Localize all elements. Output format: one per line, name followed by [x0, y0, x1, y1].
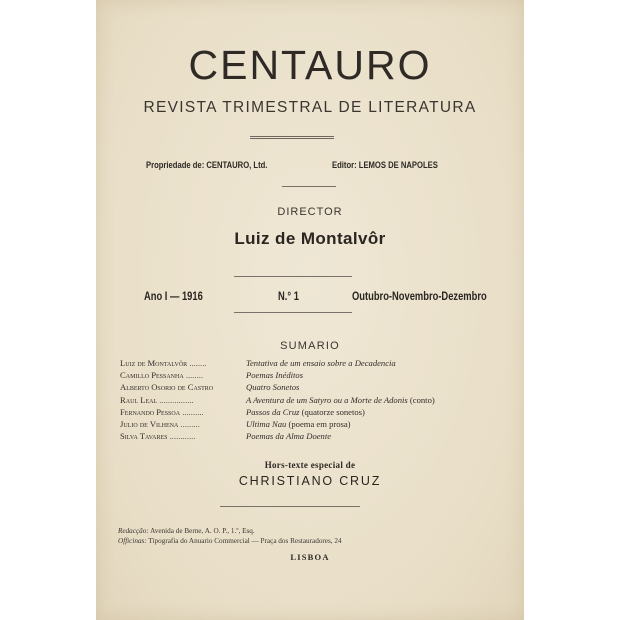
list-item — [120, 395, 520, 407]
issue-year: Ano I — 1916 — [144, 289, 203, 303]
table-of-contents — [120, 358, 520, 443]
divider-short — [282, 186, 336, 187]
toc-author: Alberto Osorio de Castro — [120, 382, 214, 393]
toc-author: Fernando Pessoa .......... — [120, 406, 204, 417]
list-item — [120, 358, 520, 370]
list-item — [120, 407, 520, 419]
list-item — [120, 370, 520, 382]
toc-work: Passos da Cruz (quatorze sonetos) — [246, 406, 365, 417]
divider-issue-bottom — [234, 312, 352, 313]
list-item — [120, 419, 520, 431]
director-name: Luiz de Montalvôr — [234, 229, 386, 248]
hors-texte-label: Hors-texte especial de — [264, 460, 356, 470]
toc-work: A Aventura de um Satyro ou a Morte de Adonis (conto) — [246, 394, 435, 405]
publisher-editor: Editor: LEMOS DE NAPOLES — [332, 160, 438, 170]
director-label: DIRECTOR — [277, 206, 343, 218]
list-item — [120, 382, 520, 394]
sumario-heading: SUMARIO — [280, 340, 340, 352]
footer-officinas — [118, 537, 342, 545]
toc-work: Ultima Nau (poema em prosa) — [246, 418, 351, 429]
list-item — [120, 431, 520, 443]
magazine-cover-page — [96, 0, 524, 620]
toc-author: Julio de Vilhena ......... — [120, 418, 200, 429]
footer-redaccao-value: Avenida de Berne, A. O. P., 1.º, Esq. — [150, 527, 255, 535]
toc-author: Luiz de Montalvôr ........ — [120, 358, 207, 368]
toc-work: Tentativa de um ensaio sobre a Decadencia — [246, 358, 396, 368]
footer-officinas-value: Tipografia do Anuario Commercial — Praça dos Restauradores, 24 — [148, 537, 342, 545]
publisher-property: Propriedade de: CENTAURO, Ltd. — [146, 160, 268, 170]
toc-work: Poemas Inéditos — [246, 370, 304, 381]
footer-redaccao — [118, 527, 255, 535]
toc-author: Silva Tavares ............ — [120, 431, 196, 442]
toc-work: Poemas da Alma Doente — [246, 431, 332, 442]
toc-author: Camillo Pessanha ........ — [120, 370, 204, 381]
magazine-title: CENTAURO — [188, 42, 432, 88]
magazine-subtitle: REVISTA TRIMESTRAL DE LITERATURA — [143, 99, 477, 116]
divider-bottom — [220, 506, 360, 507]
toc-work: Quatro Sonetos — [246, 382, 300, 393]
issue-period: Outubro-Novembro-Dezembro — [352, 289, 487, 303]
footer-officinas-label: Officinas: — [118, 537, 147, 545]
issue-number: N.° 1 — [278, 289, 299, 303]
toc-author: Raul Leal ................ — [120, 394, 194, 405]
footer-redaccao-label: Redacção: — [118, 527, 149, 535]
footer-city: LISBOA — [290, 552, 330, 562]
divider-issue-top — [234, 276, 352, 277]
hors-texte-artist: CHRISTIANO CRUZ — [238, 474, 382, 488]
divider-top — [250, 136, 334, 139]
